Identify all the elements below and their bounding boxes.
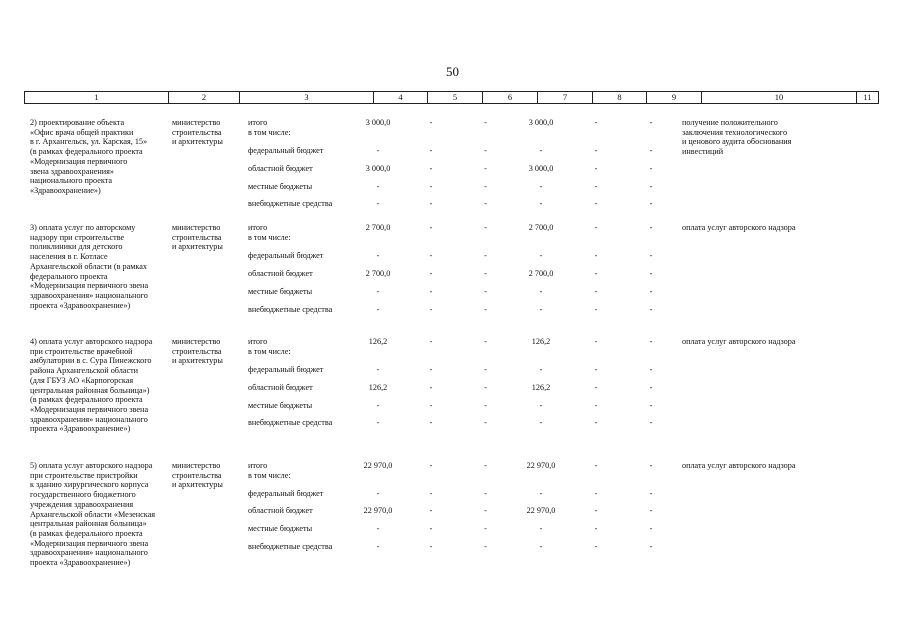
value-col-7: 3 000,0 — [528, 118, 554, 127]
value-col-7: - — [539, 305, 543, 314]
value-col-9: - — [649, 461, 653, 470]
funding-label-regional: областной бюджет — [248, 383, 313, 392]
value-col-8: - — [594, 287, 598, 296]
value-col-7: - — [539, 365, 543, 374]
funding-label-local: местные бюджеты — [248, 287, 313, 296]
value-col-4: - — [376, 305, 380, 314]
value-col-5: - — [429, 251, 433, 260]
value-col-7: 22 970,0 — [526, 506, 556, 515]
value-col-9: - — [649, 506, 653, 515]
value-col-6: - — [484, 418, 487, 427]
value-col-4: 3 000,0 — [365, 118, 391, 127]
header-col-4: 4 — [373, 92, 427, 103]
funding-label-extrabudget: внебюджетные средства — [248, 305, 333, 314]
funding-label-federal: федеральный бюджет — [248, 146, 324, 155]
value-col-5: - — [429, 287, 433, 296]
value-col-4: - — [376, 365, 380, 374]
value-col-9: - — [649, 118, 653, 127]
value-col-9: - — [649, 164, 653, 173]
value-col-6: - — [484, 383, 487, 392]
value-col-6: - — [484, 337, 487, 346]
value-col-7: - — [539, 287, 543, 296]
value-col-9: - — [649, 305, 653, 314]
value-col-7: 126,2 — [531, 337, 551, 346]
value-col-8: - — [594, 506, 598, 515]
value-col-9: - — [649, 383, 653, 392]
activity-description: 3) оплата услуг по авторскому надзору при строительстве поликлиники для детского населения в г. Котласе Архангельской области (в рамках федерального проекта «Модернизация первичного звена здравоохранения» национального проекта «Здравоохранение») — [30, 223, 149, 310]
value-col-6: - — [484, 287, 487, 296]
value-col-5: - — [429, 164, 433, 173]
value-col-9: - — [649, 251, 653, 260]
value-col-6: - — [484, 118, 487, 127]
value-col-4: 3 000,0 — [365, 164, 391, 173]
executor: министерство строительства и архитектуры — [172, 337, 223, 366]
value-col-5: - — [429, 118, 433, 127]
value-col-4: - — [376, 182, 380, 191]
funding-label-extrabudget: внебюджетные средства — [248, 199, 333, 208]
funding-label-federal: федеральный бюджет — [248, 489, 324, 498]
value-col-7: 3 000,0 — [528, 164, 554, 173]
header-col-6: 6 — [482, 92, 537, 103]
value-col-7: - — [539, 418, 543, 427]
funding-label-federal: федеральный бюджет — [248, 365, 324, 374]
header-col-7: 7 — [537, 92, 592, 103]
value-col-5: - — [429, 542, 433, 551]
value-col-8: - — [594, 401, 598, 410]
header-col-3: 3 — [239, 92, 373, 103]
funding-label-federal: федеральный бюджет — [248, 251, 324, 260]
funding-label-regional: областной бюджет — [248, 164, 313, 173]
funding-label-regional: областной бюджет — [248, 506, 313, 515]
value-col-6: - — [484, 401, 487, 410]
funding-label-total: итого в том числе: — [248, 223, 291, 242]
value-col-6: - — [484, 524, 487, 533]
value-col-5: - — [429, 305, 433, 314]
value-col-9: - — [649, 146, 653, 155]
funding-label-total: итого в том числе: — [248, 461, 291, 480]
value-col-5: - — [429, 146, 433, 155]
value-col-6: - — [484, 489, 487, 498]
header-col-11: 11 — [856, 92, 878, 103]
value-col-7: 22 970,0 — [526, 461, 556, 470]
value-col-9: - — [649, 287, 653, 296]
value-col-8: - — [594, 223, 598, 232]
value-col-8: - — [594, 461, 598, 470]
value-col-9: - — [649, 337, 653, 346]
value-col-5: - — [429, 461, 433, 470]
header-col-1: 1 — [94, 92, 99, 102]
value-col-8: - — [594, 164, 598, 173]
value-col-6: - — [484, 164, 487, 173]
value-col-8: - — [594, 199, 598, 208]
value-col-5: - — [429, 182, 433, 191]
value-col-8: - — [594, 542, 598, 551]
page-number: 50 — [446, 64, 459, 79]
value-col-7: - — [539, 251, 543, 260]
value-col-6: - — [484, 223, 487, 232]
value-col-7: 2 700,0 — [528, 223, 554, 232]
value-col-8: - — [594, 489, 598, 498]
executor: министерство строительства и архитектуры — [172, 223, 223, 252]
value-col-4: 126,2 — [368, 383, 388, 392]
value-col-9: - — [649, 489, 653, 498]
value-col-5: - — [429, 383, 433, 392]
value-col-9: - — [649, 401, 653, 410]
expected-result: получение положительного заключения технологического и ценового аудита обоснования инвестиций — [682, 118, 792, 157]
funding-label-regional: областной бюджет — [248, 269, 313, 278]
activity-description: 5) оплата услуг авторского надзора при строительстве пристройки к зданию хирургического корпуса государственного бюджетного учреждения здравоохранения Архангельской области «Мезенская центральная районная больница» (в рамках федерального проекта «Модернизация первичного звена здравоохранения» национального проекта «Здравоохранение») — [30, 461, 155, 568]
value-col-6: - — [484, 461, 487, 470]
value-col-4: - — [376, 251, 380, 260]
value-col-4: 2 700,0 — [365, 269, 391, 278]
value-col-7: 126,2 — [531, 383, 551, 392]
expected-result: оплата услуг авторского надзора — [682, 223, 796, 232]
value-col-9: - — [649, 365, 653, 374]
funding-label-local: местные бюджеты — [248, 401, 313, 410]
value-col-9: - — [649, 269, 653, 278]
value-col-4: - — [376, 524, 380, 533]
header-col-2: 2 — [168, 92, 239, 103]
value-col-8: - — [594, 269, 598, 278]
expected-result: оплата услуг авторского надзора — [682, 461, 796, 470]
funding-label-total: итого в том числе: — [248, 337, 291, 356]
value-col-6: - — [484, 182, 487, 191]
value-col-5: - — [429, 365, 433, 374]
value-col-6: - — [484, 251, 487, 260]
value-col-5: - — [429, 489, 433, 498]
value-col-4: - — [376, 199, 380, 208]
value-col-8: - — [594, 182, 598, 191]
funding-label-total: итого в том числе: — [248, 118, 291, 137]
value-col-8: - — [594, 305, 598, 314]
funding-label-extrabudget: внебюджетные средства — [248, 418, 333, 427]
activity-description: 4) оплата услуг авторского надзора при строительстве врачебной амбулатории в с. Сура Пинежского района Архангельской области (для ГБУЗ АО «Карпогорская центральная районная больница») (в рамках федерального проекта «Модернизация первичного звена здравоохранения» национального проекта «Здравоохранение») — [30, 337, 153, 434]
value-col-6: - — [484, 146, 487, 155]
value-col-7: - — [539, 489, 543, 498]
value-col-7: - — [539, 542, 543, 551]
value-col-5: - — [429, 269, 433, 278]
value-col-4: - — [376, 146, 380, 155]
value-col-6: - — [484, 506, 487, 515]
value-col-4: - — [376, 401, 380, 410]
value-col-5: - — [429, 337, 433, 346]
header-col-9: 9 — [646, 92, 701, 103]
value-col-6: - — [484, 542, 487, 551]
column-number-header — [24, 91, 879, 104]
value-col-9: - — [649, 199, 653, 208]
value-col-4: - — [376, 287, 380, 296]
value-col-4: - — [376, 542, 380, 551]
value-col-4: 2 700,0 — [365, 223, 391, 232]
value-col-7: - — [539, 146, 543, 155]
value-col-7: 2 700,0 — [528, 269, 554, 278]
value-col-5: - — [429, 506, 433, 515]
funding-label-extrabudget: внебюджетные средства — [248, 542, 333, 551]
expected-result: оплата услуг авторского надзора — [682, 337, 796, 346]
value-col-8: - — [594, 118, 598, 127]
value-col-9: - — [649, 542, 653, 551]
value-col-9: - — [649, 524, 653, 533]
executor: министерство строительства и архитектуры — [172, 461, 223, 490]
value-col-7: - — [539, 182, 543, 191]
value-col-4: 22 970,0 — [363, 506, 393, 515]
header-col-8: 8 — [592, 92, 646, 103]
value-col-6: - — [484, 269, 487, 278]
activity-description: 2) проектирование объекта «Офис врача общей практики в г. Архангельск, ул. Карская, 15» (в рамках федерального проекта «Модернизация первичного звена здравоохранения» национального проекта «Здравоохранение») — [30, 118, 148, 195]
value-col-8: - — [594, 524, 598, 533]
value-col-8: - — [594, 365, 598, 374]
value-col-4: - — [376, 418, 380, 427]
value-col-5: - — [429, 199, 433, 208]
value-col-6: - — [484, 365, 487, 374]
value-col-7: - — [539, 401, 543, 410]
header-col-10: 10 — [701, 92, 856, 103]
value-col-8: - — [594, 146, 598, 155]
value-col-8: - — [594, 383, 598, 392]
value-col-5: - — [429, 223, 433, 232]
value-col-4: - — [376, 489, 380, 498]
value-col-5: - — [429, 401, 433, 410]
value-col-7: - — [539, 524, 543, 533]
value-col-9: - — [649, 182, 653, 191]
value-col-9: - — [649, 418, 653, 427]
funding-label-local: местные бюджеты — [248, 524, 313, 533]
value-col-4: 126,2 — [368, 337, 388, 346]
value-col-4: 22 970,0 — [363, 461, 393, 470]
value-col-5: - — [429, 524, 433, 533]
value-col-5: - — [429, 418, 433, 427]
value-col-9: - — [649, 223, 653, 232]
value-col-7: - — [539, 199, 543, 208]
value-col-6: - — [484, 199, 487, 208]
executor: министерство строительства и архитектуры — [172, 118, 223, 147]
value-col-8: - — [594, 418, 598, 427]
value-col-6: - — [484, 305, 487, 314]
value-col-8: - — [594, 251, 598, 260]
header-col-5: 5 — [427, 92, 482, 103]
value-col-8: - — [594, 337, 598, 346]
funding-label-local: местные бюджеты — [248, 182, 313, 191]
